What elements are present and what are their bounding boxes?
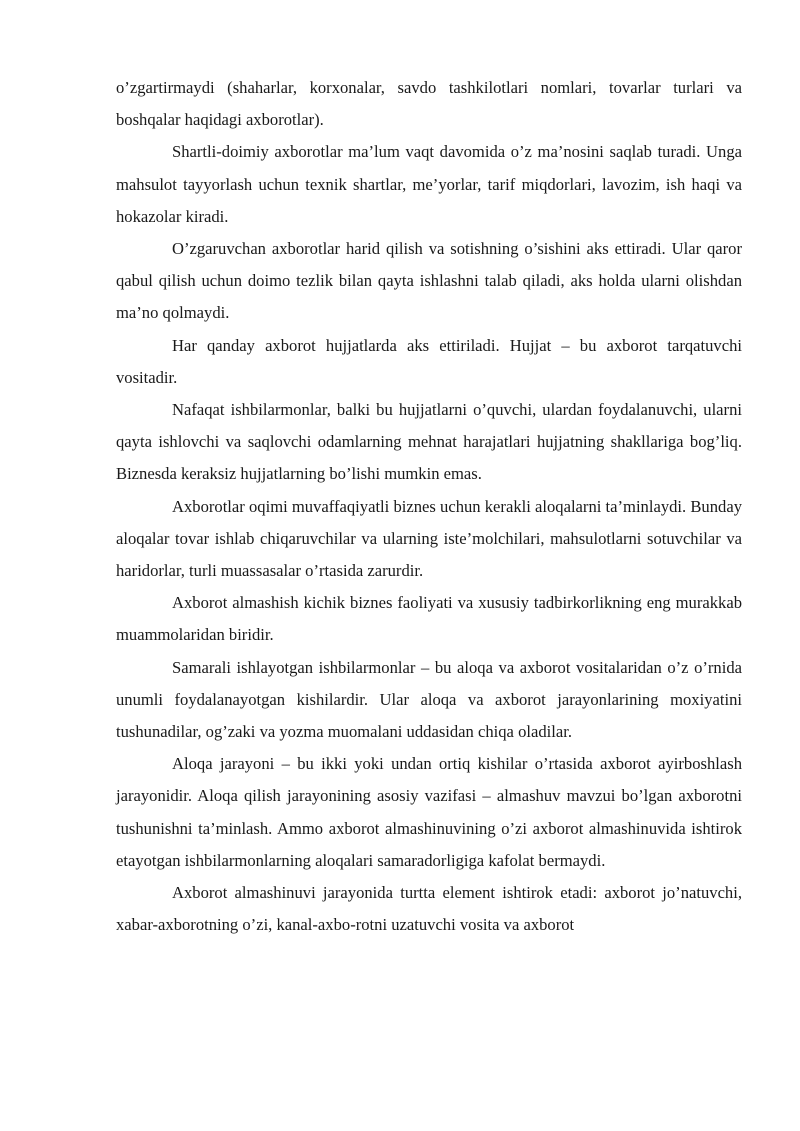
paragraph-2: Shartli-doimiy axborotlar ma’lum vaqt davomida o’z ma’nosini saqlab turadi. Unga mahsulot tayyorlash uchun texnik shartlar, me’yorlar, tarif miqdorlari, lavozim, ish haqi va hokazolar kiradi. [116,142,742,226]
document-page [116,72,742,941]
paragraph-6: Axborotlar oqimi muvaffaqiyatli biznes uchun kerakli aloqalarni ta’minlaydi. Bunday aloqalar tovar ishlab chiqaruvchilar va ularning iste’molchilari, mahsulotlarni sotuvchilar va haridorlar, turli muassasalar o’rtasida zarurdir. [116,496,742,581]
paragraph-4: Har qanday axborot hujjatlarda aks ettiriladi. Hujjat – bu axborot tarqatuvchi vositadir. [116,335,742,387]
paragraph-10: Axborot almashinuvi jarayonida turtta element ishtirok etadi: axborot jo’natuvchi, xabar-axborotning o’zi, kanal-axbo-rotni uzatuvchi vosita va axborot [116,883,742,935]
paragraph-9: Aloqa jarayoni – bu ikki yoki undan ortiq kishilar o’rtasida axborot ayirboshlash jarayonidir. Aloqa qilish jarayonining asosiy vazifasi – almashuv mavzui bo’lgan axborotni tushunishni ta’minlash. Ammo axborot almashinuvining o’zi axborot almashinuvida ishtirok etayotgan ishbilarmonlarning aloqalari samaradorligiga kafolat bermaydi. [116,754,742,870]
paragraph-7: Axborot almashish kichik biznes faoliyati va xususiy tadbirkorlikning eng murakkab muammolaridan biridir. [116,593,742,645]
paragraph-8: Samarali ishlayotgan ishbilarmonlar – bu aloqa va axborot vositalaridan o’z o’rnida unumli foydalanayotgan kishilardir. Ular aloqa va axborot jarayonlarining moxiyatini tushunadilar, og’zaki va yozma muomalani uddasidan chiqa oladilar. [116,657,742,742]
paragraph-5: Nafaqat ishbilarmonlar, balki bu hujjatlarni o’quvchi, ulardan foydalanuvchi, ularni qayta ishlovchi va saqlovchi odamlarning mehnat harajatlari hujjatning shakllariga bog’liq. Biznesda keraksiz hujjatlarning bo’lishi mumkin emas. [116,400,742,484]
paragraph-1: o’zgartirmaydi (shaharlar, korxonalar, savdo tashkilotlari nomlari, tovarlar turlari va boshqalar haqidagi axborotlar). [116,78,742,130]
paragraph-3: O’zgaruvchan axborotlar harid qilish va sotishning o’sishini aks ettiradi. Ular qaror qabul qilish uchun doimo tezlik bilan qayta ishlashni talab qiladi, aks holda ularni olishdan ma’no qolmaydi. [116,239,742,323]
